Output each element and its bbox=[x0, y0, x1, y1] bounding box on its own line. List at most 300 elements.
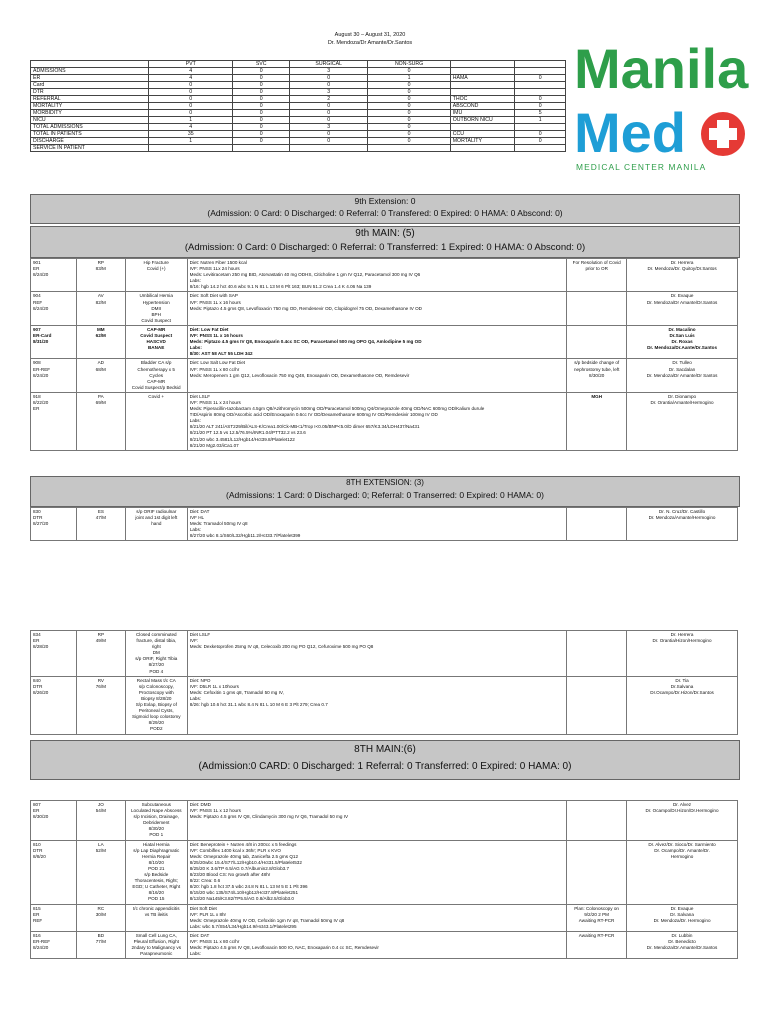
patient-doctors bbox=[627, 904, 738, 931]
patient-room bbox=[31, 676, 77, 734]
patient-diagnosis-line: POD2 bbox=[150, 726, 163, 732]
patient-room-line: DTR bbox=[33, 847, 43, 853]
patients-8th-main-table bbox=[30, 800, 738, 959]
patient-diagnosis-line: Hiatal Hernia bbox=[142, 841, 170, 847]
logo-word-manila: Manila bbox=[574, 37, 749, 100]
patient-row bbox=[31, 292, 738, 325]
patient-initials-line: ES bbox=[97, 509, 104, 514]
stats-row-label: REFERRAL bbox=[31, 96, 149, 103]
patient-doctors-line: Dr. Tulleo bbox=[672, 360, 692, 366]
patient-diagnosis-line: s/p Colonoscopy, bbox=[138, 683, 174, 689]
patient-room-line: ER bbox=[33, 808, 40, 814]
stats-svc: 0 bbox=[233, 138, 290, 145]
patient-diagnosis bbox=[125, 840, 187, 904]
patient-initials-line: LA bbox=[98, 841, 104, 847]
patient-initials-line: RV bbox=[97, 677, 105, 683]
patient-doctors-line: Dr. Orantia/Amante/Hermogino bbox=[650, 399, 714, 405]
patient-initials-line: BD bbox=[97, 932, 105, 938]
patient-room-line: 834 bbox=[33, 632, 41, 637]
patient-orders-line: Meds: Piptazo 4.5 gms IV Q8, Clindamycin 300 mg IV Q6, Tramadol 50 mg IV bbox=[189, 814, 349, 820]
patient-diagnosis-line: 8/10/20 bbox=[148, 859, 164, 865]
patient-row bbox=[31, 325, 738, 358]
patient-orders-line: 8/25/20wbc 15.4/S77/L12/Hgb10.4/Hct31.5/Platelet532 bbox=[189, 859, 302, 865]
patient-diagnosis-line: 2ndary to Malignancy vs bbox=[131, 945, 182, 951]
patient-orders-line: Labs: bbox=[189, 527, 202, 533]
manila-med-logo bbox=[570, 30, 750, 180]
patient-orders-line: Meds: Levitiracetam 250 mg BID, Atorvastatin 40 mg ODHS, Citicholine 1 gm IV Q12, Paracetamol 300 mg IV Q6 bbox=[189, 272, 421, 278]
patient-room-line: 8/24/20 bbox=[33, 305, 49, 311]
patient-diagnosis-line: Hypertension bbox=[142, 299, 170, 305]
patient-plan bbox=[567, 325, 627, 358]
patient-doctors bbox=[627, 359, 738, 392]
stats-right-label: MORTALITY bbox=[450, 138, 515, 145]
patient-room-line: 8/22/20 bbox=[33, 399, 49, 405]
stats-row bbox=[31, 96, 566, 103]
patient-room bbox=[31, 508, 77, 541]
stats-nonsurg: 0 bbox=[368, 96, 450, 103]
patient-orders-line: IVF: PNSS 1Lx 24 hours bbox=[189, 266, 240, 272]
stats-right-label: THOC bbox=[450, 96, 515, 103]
patient-diagnosis-line: s/p ORIF radioulnar bbox=[136, 509, 177, 514]
patient-orders bbox=[187, 676, 566, 734]
stats-right-label: ABSCOND bbox=[450, 103, 515, 110]
patient-diagnosis bbox=[125, 392, 187, 450]
patient-plan-line: nephrostomy tube, left bbox=[573, 366, 620, 372]
patient-orders-line: IVF: PNSS 1L x 16 hours bbox=[189, 299, 241, 305]
patient-initials bbox=[76, 904, 125, 931]
patient-room-line: DTR bbox=[33, 515, 43, 521]
patient-room-line: 815 bbox=[33, 905, 41, 911]
stats-row-label: ADMISSIONS bbox=[31, 68, 149, 75]
patient-orders-line: Diet: Nutren Fiber 1500 kcal bbox=[189, 260, 247, 265]
patient-plan-line: For Resolution of Covid bbox=[572, 260, 621, 265]
stats-pvt: 0 bbox=[149, 110, 233, 117]
stats-right-value bbox=[515, 82, 566, 89]
patient-room-line: DTR bbox=[33, 683, 43, 689]
patient-orders-line: Labs: bbox=[189, 278, 201, 284]
patient-room-line: ER bbox=[33, 911, 40, 917]
red-cross-icon bbox=[701, 112, 745, 156]
patient-orders-line: Diet: Low Fat Diet bbox=[189, 326, 229, 332]
patient-plan-line: prior to OR bbox=[585, 266, 608, 272]
patient-orders-line: 8/22: Crea: 0.6 bbox=[189, 878, 221, 884]
stats-right-value bbox=[515, 89, 566, 96]
stats-svc: 0 bbox=[233, 124, 290, 131]
section-title: 9th MAIN: (5) bbox=[355, 228, 415, 239]
patient-initials-line: 76/M bbox=[95, 683, 106, 689]
patient-diagnosis-line: POD 1 bbox=[149, 832, 164, 838]
patient-orders-line: 8/26: hgb 10.6 hct 31.1 wbc 8.4 N 81 L 10 M 6 E 3 Plt 279; Crea 0.7 bbox=[189, 702, 328, 708]
stats-surgical: 2 bbox=[289, 96, 367, 103]
stats-right-value: 0 bbox=[515, 75, 566, 82]
stats-pvt: 4 bbox=[149, 124, 233, 131]
stats-row bbox=[31, 124, 566, 131]
patient-diagnosis-line: 8/29/20 bbox=[148, 720, 164, 726]
patient-orders-line: Diet: DAT bbox=[189, 932, 210, 938]
patient-doctors bbox=[627, 676, 738, 734]
patient-room-line: 901 bbox=[33, 260, 41, 265]
patient-orders bbox=[187, 801, 566, 841]
patient-room-line: ER-REF bbox=[33, 938, 51, 944]
patient-room-line: 918 bbox=[33, 393, 41, 399]
patient-initials bbox=[76, 676, 125, 734]
patient-doctors-line: Dr.Salvana bbox=[670, 683, 694, 689]
patient-room bbox=[31, 325, 77, 358]
patient-orders-line: Meds: Meropenem 1 gm Q12, Levofloxacin 750 mg Q48, Enoxaparin OD, Dexamethasone OD, Remdesevir bbox=[189, 372, 410, 378]
logo-word-med: Med bbox=[574, 101, 686, 164]
stats-pvt: 4 bbox=[149, 75, 233, 82]
patient-diagnosis-line: Parapneumonic bbox=[140, 951, 173, 957]
patient-diagnosis-line: Pleural Effusion, Right bbox=[133, 938, 179, 944]
col-nonsurg: NON-SURG bbox=[368, 61, 450, 68]
patient-room bbox=[31, 801, 77, 841]
stats-surgical: 3 bbox=[289, 68, 367, 75]
section-summary: (Admissions: 1 Card: 0 Discharged: 0; Referral: 0 Transerred: 0 Expired: 0 HAMA: 0) bbox=[226, 490, 544, 500]
patient-plan-line: MGH bbox=[591, 393, 603, 399]
date-range: August 30 – August 31, 2020 bbox=[334, 32, 406, 38]
patient-orders-line: Meds: Cefoxitin 1 gms q8, Tramadol 50 mg IV, bbox=[189, 689, 284, 695]
stats-right-label: HAMA bbox=[450, 75, 515, 82]
patient-initials-line: 69/M bbox=[95, 399, 106, 405]
stats-surgical: 0 bbox=[289, 138, 367, 145]
patient-diagnosis bbox=[125, 259, 187, 292]
stats-right-label: CCU bbox=[450, 131, 515, 138]
patient-diagnosis bbox=[125, 508, 187, 541]
patient-initials bbox=[76, 259, 125, 292]
stats-row bbox=[31, 138, 566, 145]
stats-svc: 0 bbox=[233, 96, 290, 103]
patient-doctors bbox=[627, 325, 738, 358]
stats-right-value bbox=[515, 124, 566, 131]
patient-room-line: 8/24/20 bbox=[33, 272, 49, 278]
patient-diagnosis-line: CAP-MR bbox=[147, 378, 166, 384]
patient-diagnosis bbox=[125, 292, 187, 325]
page-gap bbox=[0, 576, 768, 602]
patient-room bbox=[31, 840, 77, 904]
patient-diagnosis-line: Biopsy 8/28/20 bbox=[141, 695, 172, 701]
stats-nonsurg: 0 bbox=[368, 103, 450, 110]
patient-room-line: 8/24/20 bbox=[33, 945, 49, 951]
patient-initials-line: 77/M bbox=[95, 938, 106, 944]
patient-room-line: 8/30/20 bbox=[33, 814, 49, 820]
patient-diagnosis-line: S/p Exlap, Biopsy of bbox=[135, 702, 177, 708]
patient-doctors-line: Dr. Evaque bbox=[670, 293, 694, 299]
patient-orders-line: IVF: bbox=[189, 638, 199, 644]
patient-row bbox=[31, 676, 738, 734]
patient-doctors-line: Dr.Ocampo/Dr.Hizon/Dr.Santos bbox=[650, 689, 714, 695]
patient-diagnosis-line: joint and 1st digit left bbox=[135, 515, 178, 521]
col-svc: SVC bbox=[233, 61, 290, 68]
patient-orders-line: Diet: Low Salt Low Fat Diet bbox=[189, 360, 246, 366]
patient-orders-line: 8/21/20 Mg2.03/iCa1.07 bbox=[189, 442, 239, 448]
patient-diagnosis bbox=[125, 631, 187, 677]
stats-right-value: 1 bbox=[515, 117, 566, 124]
patient-diagnosis-line: Peritoneal Cysts, bbox=[138, 708, 174, 714]
patient-diagnosis-line: s/p Incision, Drainage, bbox=[133, 814, 179, 820]
patient-diagnosis-line: Hip Fracture bbox=[143, 260, 169, 265]
col-pvt: PVT bbox=[149, 61, 233, 68]
stats-right-value: 5 bbox=[515, 110, 566, 117]
stats-row-label: DISCHARGE bbox=[31, 138, 149, 145]
stats-row-label: DTR bbox=[31, 89, 149, 96]
patient-room-line: ER bbox=[33, 638, 40, 644]
patient-plan-line: 8/30/20 bbox=[589, 372, 605, 378]
section-9th-extension bbox=[30, 194, 740, 224]
patient-orders-line: TID/Aspirin 80mg OD/Ascorbic acid OD/Enoxaparin 0.6cc IV OD/Dexamethasone 600mg IV OD/Remdesivir 100mg IV OD bbox=[189, 412, 438, 418]
patient-diagnosis-line: DMII bbox=[151, 305, 162, 311]
patient-diagnosis-line: Covid (+) bbox=[146, 266, 166, 272]
stats-header-row bbox=[31, 61, 566, 68]
stats-surgical: 0 bbox=[289, 82, 367, 89]
patient-plan bbox=[567, 840, 627, 904]
stats-right-value: 0 bbox=[515, 103, 566, 110]
patient-orders-line: Diet LSLF bbox=[189, 393, 211, 399]
patient-orders-line: Meds: Piperacillin-tazobactam 4.5gm Q8/Azithromycin 500mg OD/Paracetamol 500mg Q4/Omeprazole 40mg OD/NAC 600mg OD/Kalium durule bbox=[189, 406, 485, 412]
stats-nonsurg: 0 bbox=[368, 82, 450, 89]
patient-initials bbox=[76, 508, 125, 541]
stats-right-label bbox=[450, 68, 515, 75]
patient-diagnosis-line: Small Cell Lung CA, bbox=[135, 932, 177, 938]
stats-pvt: 35 bbox=[149, 131, 233, 138]
stats-nonsurg bbox=[368, 145, 450, 152]
patient-doctors-line: Dr. Mendoza/Dr Amante/Dr Santos bbox=[646, 372, 718, 378]
patient-row bbox=[31, 931, 738, 958]
patient-diagnosis-line: POD 21 bbox=[148, 865, 165, 871]
patient-room-line: 8/8/20 bbox=[33, 853, 46, 859]
patient-orders-line: 8/27/20 wbc 8.1/S60/L32/Hgb11.2/Hct33.7/Platelet399 bbox=[189, 533, 301, 539]
patient-diagnosis-line: Rectal Mass t/c CA bbox=[136, 677, 176, 683]
patient-diagnosis-line: Subcutaneous bbox=[141, 802, 171, 807]
patient-room-line: 840 bbox=[33, 677, 41, 683]
patient-diagnosis-line: Sigmoid loop colostomy bbox=[132, 714, 181, 720]
stats-svc: 0 bbox=[233, 117, 290, 124]
stats-surgical: 0 bbox=[289, 75, 367, 82]
patient-orders bbox=[187, 292, 567, 325]
report-header bbox=[270, 32, 470, 47]
patient-doctors bbox=[627, 931, 738, 958]
patient-plan bbox=[567, 392, 627, 450]
stats-row-label: TOTAL ADMISSIONS bbox=[31, 124, 149, 131]
stats-row bbox=[31, 103, 566, 110]
patient-doctors-line: Dr. Dionampo bbox=[668, 393, 697, 399]
stats-pvt: 1 bbox=[149, 117, 233, 124]
document-page-2 bbox=[0, 602, 768, 1024]
stats-nonsurg: 0 bbox=[368, 131, 450, 138]
stats-right-value: 0 bbox=[515, 96, 566, 103]
patients-8th-extension-table-part1 bbox=[30, 507, 738, 541]
patient-room-line: 904 bbox=[33, 293, 41, 299]
patient-diagnosis-line: Bladder CA s/p bbox=[140, 360, 172, 366]
patient-initials-line: MM bbox=[96, 326, 105, 332]
patient-diagnosis-line: Debridement bbox=[143, 820, 170, 826]
patient-initials-line: 30/M bbox=[95, 911, 106, 917]
patient-orders bbox=[187, 259, 567, 292]
patient-orders bbox=[187, 631, 566, 677]
stats-row bbox=[31, 110, 566, 117]
stats-nonsurg: 0 bbox=[368, 138, 450, 145]
patient-initials-line: 47/M bbox=[95, 515, 106, 521]
patient-room bbox=[31, 904, 77, 931]
stats-nonsurg: 0 bbox=[368, 124, 450, 131]
patient-diagnosis bbox=[125, 801, 187, 841]
patient-orders-line: IVF: PNSS 1L x 16 hours bbox=[189, 333, 243, 339]
patient-room-line: 807 bbox=[33, 802, 41, 807]
patient-plan-line: 9/2/20 2 PM bbox=[584, 911, 609, 917]
patient-doctors-line: Dr. Tia bbox=[675, 677, 689, 683]
patient-room-line: 810 bbox=[33, 841, 41, 847]
patient-diagnosis-line: EGD; U Catheter, Right bbox=[132, 884, 181, 890]
patient-diagnosis-line: Covid Suspect bbox=[141, 317, 171, 323]
patient-room bbox=[31, 359, 77, 392]
patient-room-line: 8/27/20 bbox=[33, 521, 49, 527]
col-surgical: SURGICAL bbox=[289, 61, 367, 68]
patient-diagnosis-line: BANAE bbox=[147, 345, 165, 351]
section-title: 9th Extension: 0 bbox=[354, 196, 416, 206]
stats-surgical bbox=[289, 145, 367, 152]
patient-plan bbox=[567, 259, 627, 292]
section-8th-extension bbox=[30, 476, 740, 507]
patient-room-line: 8/28/20 bbox=[33, 644, 49, 650]
stats-surgical: 0 bbox=[289, 117, 367, 124]
stats-svc: 0 bbox=[233, 82, 290, 89]
patient-plan-line: Awaiting RT-PCR bbox=[578, 932, 615, 938]
patient-initials bbox=[76, 325, 125, 358]
patient-diagnosis-line: right bbox=[151, 644, 161, 650]
patient-initials-line: PA bbox=[97, 393, 104, 399]
section-summary: (Admission: 0 Card: 0 Discharged: 0 Referral: 0 Transfered: 0 Expired: 0 HAMA: 0 Abscond: 0) bbox=[207, 208, 563, 218]
patient-diagnosis-line: s/p Lap Diaphragmatic bbox=[133, 847, 180, 853]
patient-initials-line: 49/M bbox=[95, 638, 106, 644]
patient-diagnosis-line: BPH bbox=[151, 311, 161, 317]
patient-doctors bbox=[627, 840, 738, 904]
patient-diagnosis-line: fracture, distal tibia, bbox=[136, 638, 177, 644]
patient-diagnosis-line: hand bbox=[151, 521, 162, 527]
patient-orders-line: Meds: Omeprazole 40mg IV OD, Cefoxitin 1gm IV q8, Tramadol 50mg IV q8 bbox=[189, 917, 345, 923]
stats-pvt: 0 bbox=[149, 89, 233, 96]
stats-right-label: IMU bbox=[450, 110, 515, 117]
patient-doctors-line: Dr.San Luis bbox=[669, 333, 695, 339]
stats-svc: 0 bbox=[233, 131, 290, 138]
patient-orders-line: Labs: wbc 5.7/S54/L34/Hgb14.9/Hct43.1/Platelet295 bbox=[189, 923, 297, 929]
patient-room bbox=[31, 259, 77, 292]
patient-plan-line: s/p bedside change of bbox=[574, 360, 620, 366]
stats-row bbox=[31, 89, 566, 96]
section-8th-main bbox=[30, 740, 740, 780]
patient-plan bbox=[567, 359, 627, 392]
patient-orders bbox=[187, 840, 566, 904]
stats-surgical: 3 bbox=[289, 89, 367, 96]
stats-row-label: ER bbox=[31, 75, 149, 82]
stats-right-value: 0 bbox=[515, 138, 566, 145]
stats-right-label bbox=[450, 82, 515, 89]
patient-initials-line: RP bbox=[97, 632, 105, 637]
patient-doctors bbox=[627, 631, 738, 677]
patient-orders-line: Diet: DMD bbox=[189, 802, 211, 807]
patient-room-line: 908 bbox=[33, 360, 41, 366]
stats-nonsurg: 1 bbox=[368, 75, 450, 82]
stats-pvt: 0 bbox=[149, 82, 233, 89]
patient-orders-line: 8/21/20 ALT 241/AST229/Bil/ALS-K/Crea1.00/Ck-MB<1/Trop I<0.05/BNP<5.0/D dimer 657/K3.34/LDH437/Na431 bbox=[189, 424, 420, 430]
patient-orders-line: Meds: Piptazo 4.5 gms Q8, Levofloxacin 750 mg OD, Remdesevir OD, Clopidogrel 75 OD, Dexamethasone IV OD bbox=[189, 305, 422, 311]
patient-plan bbox=[567, 631, 627, 677]
patient-initials bbox=[76, 840, 125, 904]
patient-orders-line: Diet: DAT bbox=[189, 509, 210, 514]
patient-diagnosis bbox=[125, 931, 187, 958]
patient-orders-line: Diet: NPO bbox=[189, 677, 211, 683]
patient-orders-line: 8/30: AST 58 ALT 55 LDH 342 bbox=[189, 351, 253, 357]
patient-orders-line: IVF: PNSS 1L x 80 cc/hr bbox=[189, 938, 240, 944]
patient-orders-line: Diet: Beneprotein + Nutren 4/8 in 200cc x 5 feedings bbox=[189, 841, 297, 847]
patient-doctors-line: Dr. Mendoza/Dr Amante/Dr.Santos bbox=[646, 299, 718, 305]
patient-room-line: ER-Card bbox=[33, 333, 52, 339]
stats-surgical: 0 bbox=[289, 110, 367, 117]
patient-doctors-line: Dr. Mendoza/Dr. Hermogino bbox=[653, 917, 711, 923]
patient-diagnosis-line: 8/16/20 bbox=[148, 890, 164, 896]
patient-doctors-line: Dr. Herrera bbox=[670, 260, 694, 265]
patient-orders-line: 8/15/20 wbc 135/S74/L10/Hgb12/Hct37.8/Platelet251 bbox=[189, 890, 299, 896]
patient-diagnosis-line: Proctoscopy with bbox=[138, 689, 174, 695]
patient-doctors-line: Dr. Mendoza/Dr.Amante/Dr.Santos bbox=[646, 945, 718, 951]
patient-doctors bbox=[627, 801, 738, 841]
patient-room-line: REF bbox=[33, 917, 43, 923]
patient-orders-line: 8/16: hgb 14.2 hct 40.6 wbc 9.1 N 81 L 13 M 6 Plt 163; BUN 51.2 Crea 1.4 K 4.06 Na 139 bbox=[189, 284, 372, 290]
patient-initials-line: JO bbox=[97, 802, 104, 807]
patient-doctors-line: Dr. Macalino bbox=[668, 326, 696, 332]
patient-room-line: 8/26/20 bbox=[33, 689, 49, 695]
stats-right-value bbox=[515, 68, 566, 75]
patient-doctors-line: Dr. Mendoza/Amante/Hermogino bbox=[648, 515, 716, 521]
patient-initials-line: 52/M bbox=[95, 847, 106, 853]
patient-orders bbox=[187, 359, 567, 392]
patient-room-line: 8/31/20 bbox=[33, 339, 49, 345]
stats-row-label: Card bbox=[31, 82, 149, 89]
patient-orders-line: Diet LSLF bbox=[189, 632, 211, 637]
patient-initials bbox=[76, 392, 125, 450]
patient-room bbox=[31, 931, 77, 958]
patient-plan-line: Awaiting RT-PCR bbox=[578, 917, 615, 923]
patient-diagnosis-line: Closed comminuted bbox=[135, 632, 177, 637]
stats-svc: 0 bbox=[233, 68, 290, 75]
stats-svc: 0 bbox=[233, 75, 290, 82]
patient-orders-line: Meds: Dexketoprofen 25mg IV q8, Celecoxib 200 mg PO Q12, Cefuroxime 500 mg PO Q8 bbox=[189, 644, 374, 650]
patient-orders-line: 8/21/20 wbc 3.4581/L12/Hgb14/Hct39.8/Platelet122 bbox=[189, 436, 295, 442]
patient-orders bbox=[187, 392, 567, 450]
stats-row bbox=[31, 82, 566, 89]
patient-diagnosis-line: 8/30/20 bbox=[148, 826, 164, 832]
patient-room bbox=[31, 631, 77, 677]
patient-doctors-line: Dr. Alvez bbox=[672, 802, 692, 807]
patient-orders-line: Labs: bbox=[189, 418, 201, 424]
patient-orders-line: Meds: Piptazo 4.5 gms IV Q8, Levofloxacin 500 IO, NAC, Enoxaparin 0.4 cc SC, Remdesevir bbox=[189, 945, 379, 951]
stats-row-label: SERVICE IN PATIENT bbox=[31, 145, 149, 152]
patient-initials-line: 83/M bbox=[95, 266, 106, 272]
stats-row bbox=[31, 117, 566, 124]
patient-initials bbox=[76, 931, 125, 958]
patient-orders bbox=[187, 904, 566, 931]
patient-initials bbox=[76, 359, 125, 392]
stats-row bbox=[31, 145, 566, 152]
patient-room-line: ER bbox=[33, 406, 40, 412]
patient-room-line: 907 bbox=[33, 326, 41, 332]
patient-row bbox=[31, 904, 738, 931]
stats-svc: 0 bbox=[233, 110, 290, 117]
patient-row bbox=[31, 840, 738, 904]
patient-diagnosis-line: Loculated Nape Abscess bbox=[130, 808, 182, 814]
patient-initials bbox=[76, 292, 125, 325]
patient-orders-line: IVF: PNSS 1L x 12 hours bbox=[189, 808, 241, 814]
patient-orders-line: 8/13/20 Na145/K3.82/TP5.5/AG 0.8/Alb2.5/Glob3.0 bbox=[189, 896, 294, 902]
patient-doctors-line: Dr. Ocampo/Dr. Amante/Dr. bbox=[654, 847, 710, 853]
